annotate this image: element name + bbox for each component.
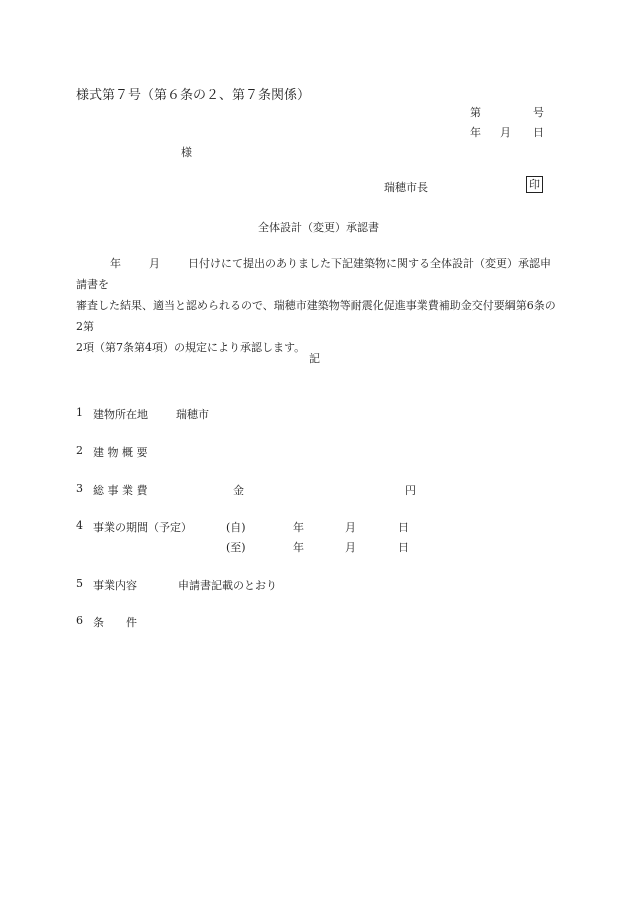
- doc-number-dai: 第: [470, 106, 481, 119]
- item-2-label: 建 物 概 要: [93, 446, 148, 459]
- item-4-from-month: 月: [345, 521, 356, 534]
- item-3-en: 円: [405, 484, 416, 497]
- item-4-from-year: 年: [293, 521, 304, 534]
- seal-icon: 印: [526, 176, 543, 193]
- item-4-number: 4: [76, 519, 83, 532]
- body-month: 月: [149, 257, 160, 270]
- item-3-number: 3: [76, 482, 83, 495]
- body-line-1-rest: 日付けにて提出のありました下記建築物に関する全体設計（変更）承認申請書を: [76, 257, 551, 291]
- item-4-to-month: 月: [345, 541, 356, 554]
- addressee-suffix: 様: [181, 146, 192, 159]
- item-5-number: 5: [76, 577, 83, 590]
- item-4-label: 事業の期間（予定）: [93, 521, 192, 534]
- item-1-number: 1: [76, 406, 83, 419]
- doc-date-year: 年: [470, 126, 481, 139]
- item-4-to-tag: (至): [226, 541, 246, 554]
- item-5-value: 申請書記載のとおり: [178, 579, 277, 592]
- form-number: 様式第７号（第６条の２、第７条関係）: [76, 88, 311, 103]
- issuer-name: 瑞穂市長: [384, 181, 428, 194]
- ki-heading: 記: [309, 352, 320, 365]
- body-line-1: [76, 253, 556, 295]
- item-3-kin: 金: [233, 484, 244, 497]
- body-year: 年: [110, 257, 121, 270]
- item-4-to-day: 日: [398, 541, 409, 554]
- item-6-number: 6: [76, 614, 83, 627]
- item-1-label: 建物所在地: [93, 408, 148, 421]
- item-3-label: 総 事 業 費: [93, 484, 148, 497]
- item-4-to-year: 年: [293, 541, 304, 554]
- body-line-3: 2項（第7条第4項）の規定により承認します。: [76, 341, 306, 354]
- doc-date-day: 日: [533, 126, 544, 139]
- item-4-from-tag: (自): [226, 521, 246, 534]
- item-6-label: 条 件: [93, 616, 137, 629]
- body-paragraph: [76, 253, 556, 358]
- item-1-value: 瑞穂市: [176, 408, 209, 421]
- document-title: 全体設計（変更）承認書: [258, 221, 379, 234]
- doc-number-go: 号: [533, 106, 544, 119]
- item-5-label: 事業内容: [93, 579, 137, 592]
- item-2-number: 2: [76, 444, 83, 457]
- doc-date-month: 月: [500, 126, 511, 139]
- item-4-from-day: 日: [398, 521, 409, 534]
- body-line-2: 審査した結果、適当と認められるので、瑞穂市建築物等耐震化促進事業費補助金交付要綱第6条の2第: [76, 299, 556, 333]
